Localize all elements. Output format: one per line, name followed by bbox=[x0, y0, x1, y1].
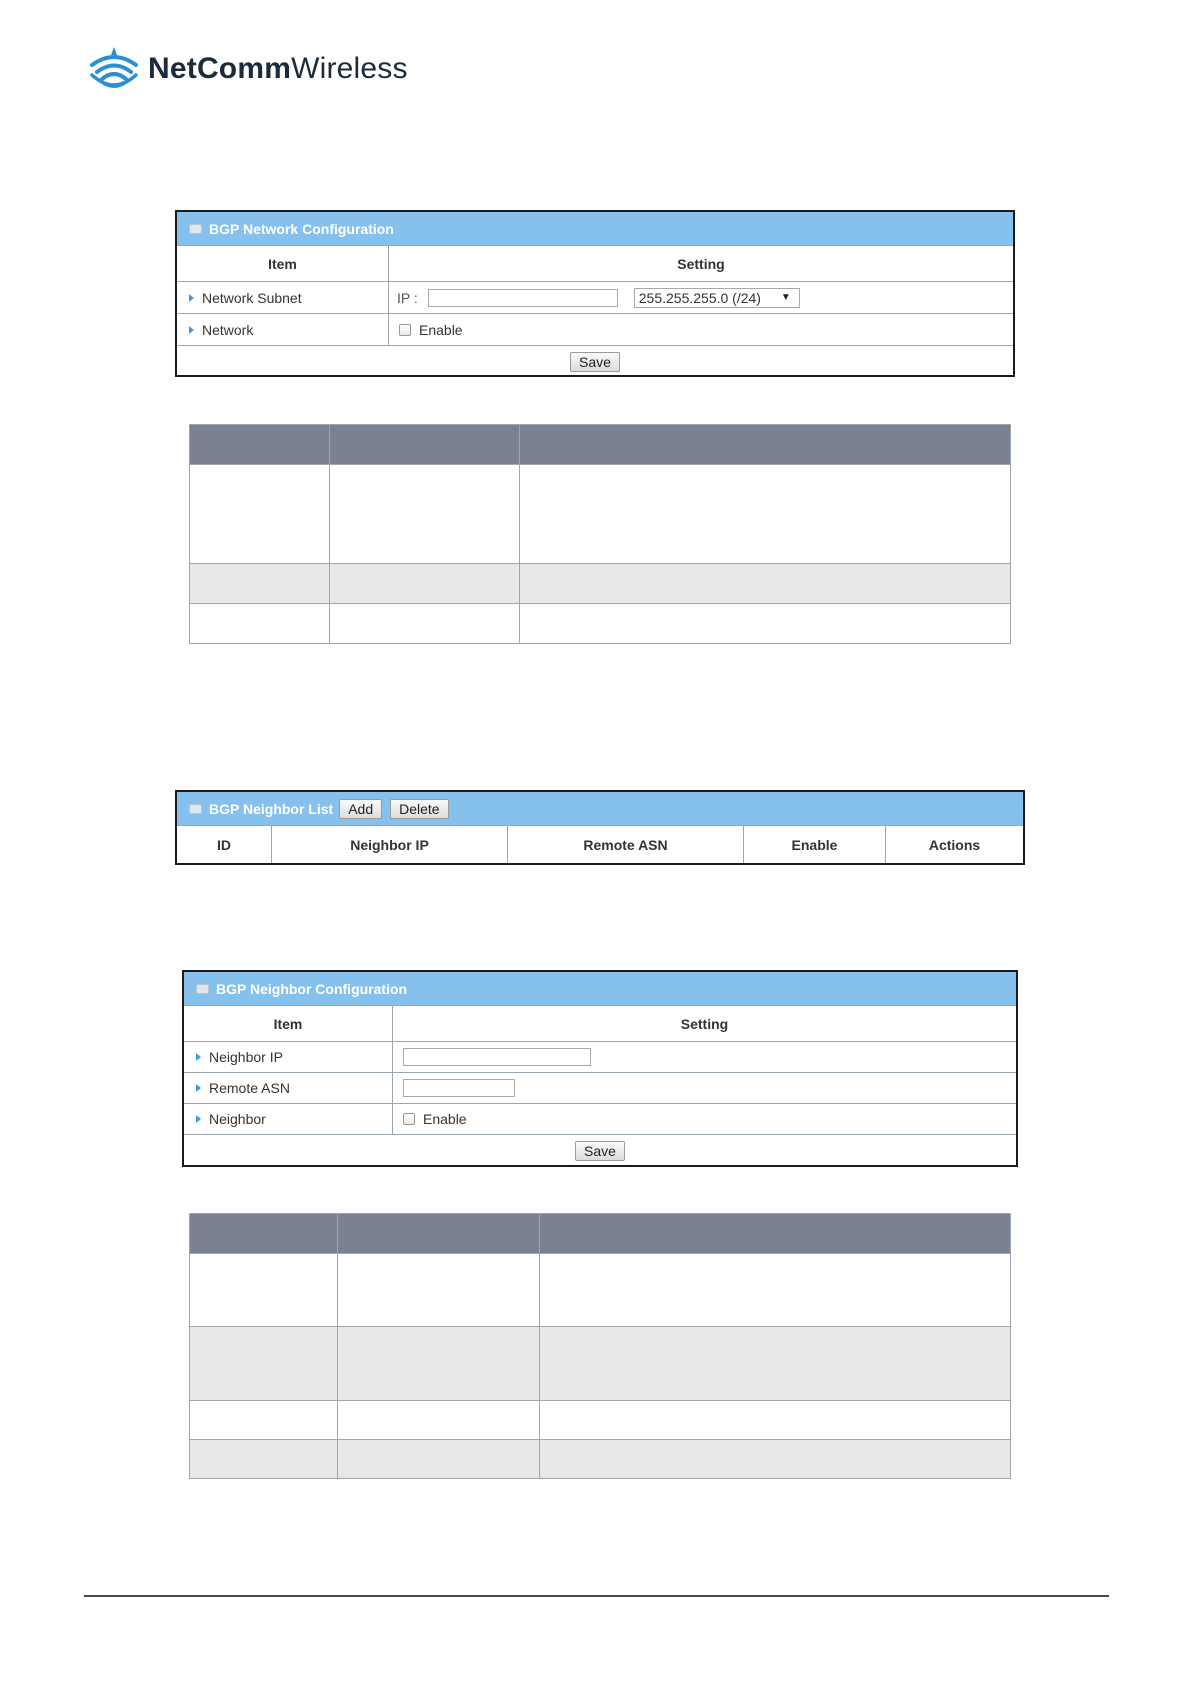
table-header-cell bbox=[330, 425, 520, 465]
neighbor-enable-checkbox[interactable] bbox=[403, 1113, 415, 1125]
save-button[interactable]: Save bbox=[570, 352, 620, 372]
table-row bbox=[190, 465, 1011, 564]
table-row bbox=[190, 1327, 1011, 1401]
wifi-signal-icon bbox=[88, 45, 140, 93]
col-actions-header: Actions bbox=[928, 836, 981, 853]
network-setting bbox=[389, 314, 1013, 345]
network-enable-checkbox[interactable] bbox=[399, 324, 411, 336]
network-label-cell bbox=[177, 314, 389, 345]
brand-name: NetCommWireless bbox=[148, 52, 408, 85]
brand-logo bbox=[88, 44, 408, 94]
bullet-icon bbox=[189, 326, 194, 334]
panel-collapse-icon[interactable] bbox=[189, 224, 202, 234]
neighbor-label-cell bbox=[184, 1104, 393, 1134]
bullet-icon bbox=[196, 1053, 201, 1061]
panel-title: BGP Neighbor List bbox=[209, 800, 334, 817]
subnet-mask-select[interactable] bbox=[634, 288, 800, 308]
table-header-cell bbox=[190, 1214, 338, 1254]
bullet-icon bbox=[189, 294, 194, 302]
panel-header bbox=[177, 792, 1023, 825]
footer-divider bbox=[84, 1595, 1109, 1597]
add-button[interactable]: Add bbox=[339, 799, 382, 819]
table-header-cell bbox=[540, 1214, 1011, 1254]
remote-asn-input[interactable] bbox=[403, 1079, 515, 1097]
ip-input[interactable] bbox=[428, 289, 618, 307]
neighbor-label: Neighbor bbox=[209, 1111, 266, 1127]
save-button[interactable]: Save bbox=[575, 1141, 625, 1161]
network-label: Network bbox=[202, 321, 254, 338]
remote-asn-label: Remote ASN bbox=[209, 1080, 290, 1096]
network-subnet-label: Network Subnet bbox=[202, 289, 302, 306]
panel-title: BGP Neighbor Configuration bbox=[216, 980, 408, 997]
dropdown-arrow-icon: ▼ bbox=[780, 292, 791, 303]
neighbor-ip-label-cell bbox=[184, 1042, 393, 1072]
neighbor-setting bbox=[393, 1104, 1016, 1134]
panel-header bbox=[184, 972, 1016, 1005]
table-row bbox=[190, 1254, 1011, 1327]
neighbor-ip-setting bbox=[393, 1042, 1016, 1072]
col-setting-header: Setting bbox=[677, 255, 725, 272]
neighbor-list-header-row bbox=[177, 825, 1023, 863]
table-header-cell bbox=[338, 1214, 540, 1254]
table-header-cell bbox=[520, 425, 1011, 465]
panel-title: BGP Network Configuration bbox=[209, 220, 394, 237]
neighbor-ip-input[interactable] bbox=[403, 1048, 591, 1066]
network-subnet-label-cell bbox=[177, 282, 389, 313]
table-row bbox=[190, 564, 1011, 604]
bullet-icon bbox=[196, 1084, 201, 1092]
bullet-icon bbox=[196, 1115, 201, 1123]
table-row bbox=[190, 604, 1011, 644]
col-item-header: Item bbox=[177, 246, 389, 281]
delete-button[interactable]: Delete bbox=[390, 799, 448, 819]
bgp-neighbor-config-panel bbox=[182, 970, 1018, 1167]
col-neighbor-ip-header: Neighbor IP bbox=[272, 826, 508, 863]
table-row bbox=[190, 1401, 1011, 1440]
neighbor-enable-label: Enable bbox=[423, 1111, 467, 1127]
bgp-network-config-panel bbox=[175, 210, 1015, 377]
panel-collapse-icon[interactable] bbox=[196, 984, 209, 994]
table-row bbox=[190, 1440, 1011, 1479]
parameter-table-2 bbox=[189, 1213, 1011, 1479]
neighbor-ip-label: Neighbor IP bbox=[209, 1049, 283, 1065]
panel-collapse-icon[interactable] bbox=[189, 804, 202, 814]
col-item-header: Item bbox=[184, 1006, 393, 1041]
col-id-header: ID bbox=[177, 826, 272, 863]
parameter-table-1 bbox=[189, 424, 1011, 644]
bgp-neighbor-list-panel bbox=[175, 790, 1025, 865]
ip-label: IP : bbox=[397, 289, 418, 306]
network-enable-label: Enable bbox=[419, 321, 463, 338]
col-remote-asn-header: Remote ASN bbox=[508, 826, 744, 863]
network-subnet-setting bbox=[389, 282, 1013, 313]
table-header-cell bbox=[190, 425, 330, 465]
col-enable-header: Enable bbox=[744, 826, 886, 863]
remote-asn-label-cell bbox=[184, 1073, 393, 1103]
panel-header bbox=[177, 212, 1013, 245]
remote-asn-setting bbox=[393, 1073, 1016, 1103]
col-setting-header: Setting bbox=[680, 1015, 729, 1032]
subnet-mask-value: 255.255.255.0 (/24) bbox=[638, 289, 761, 306]
